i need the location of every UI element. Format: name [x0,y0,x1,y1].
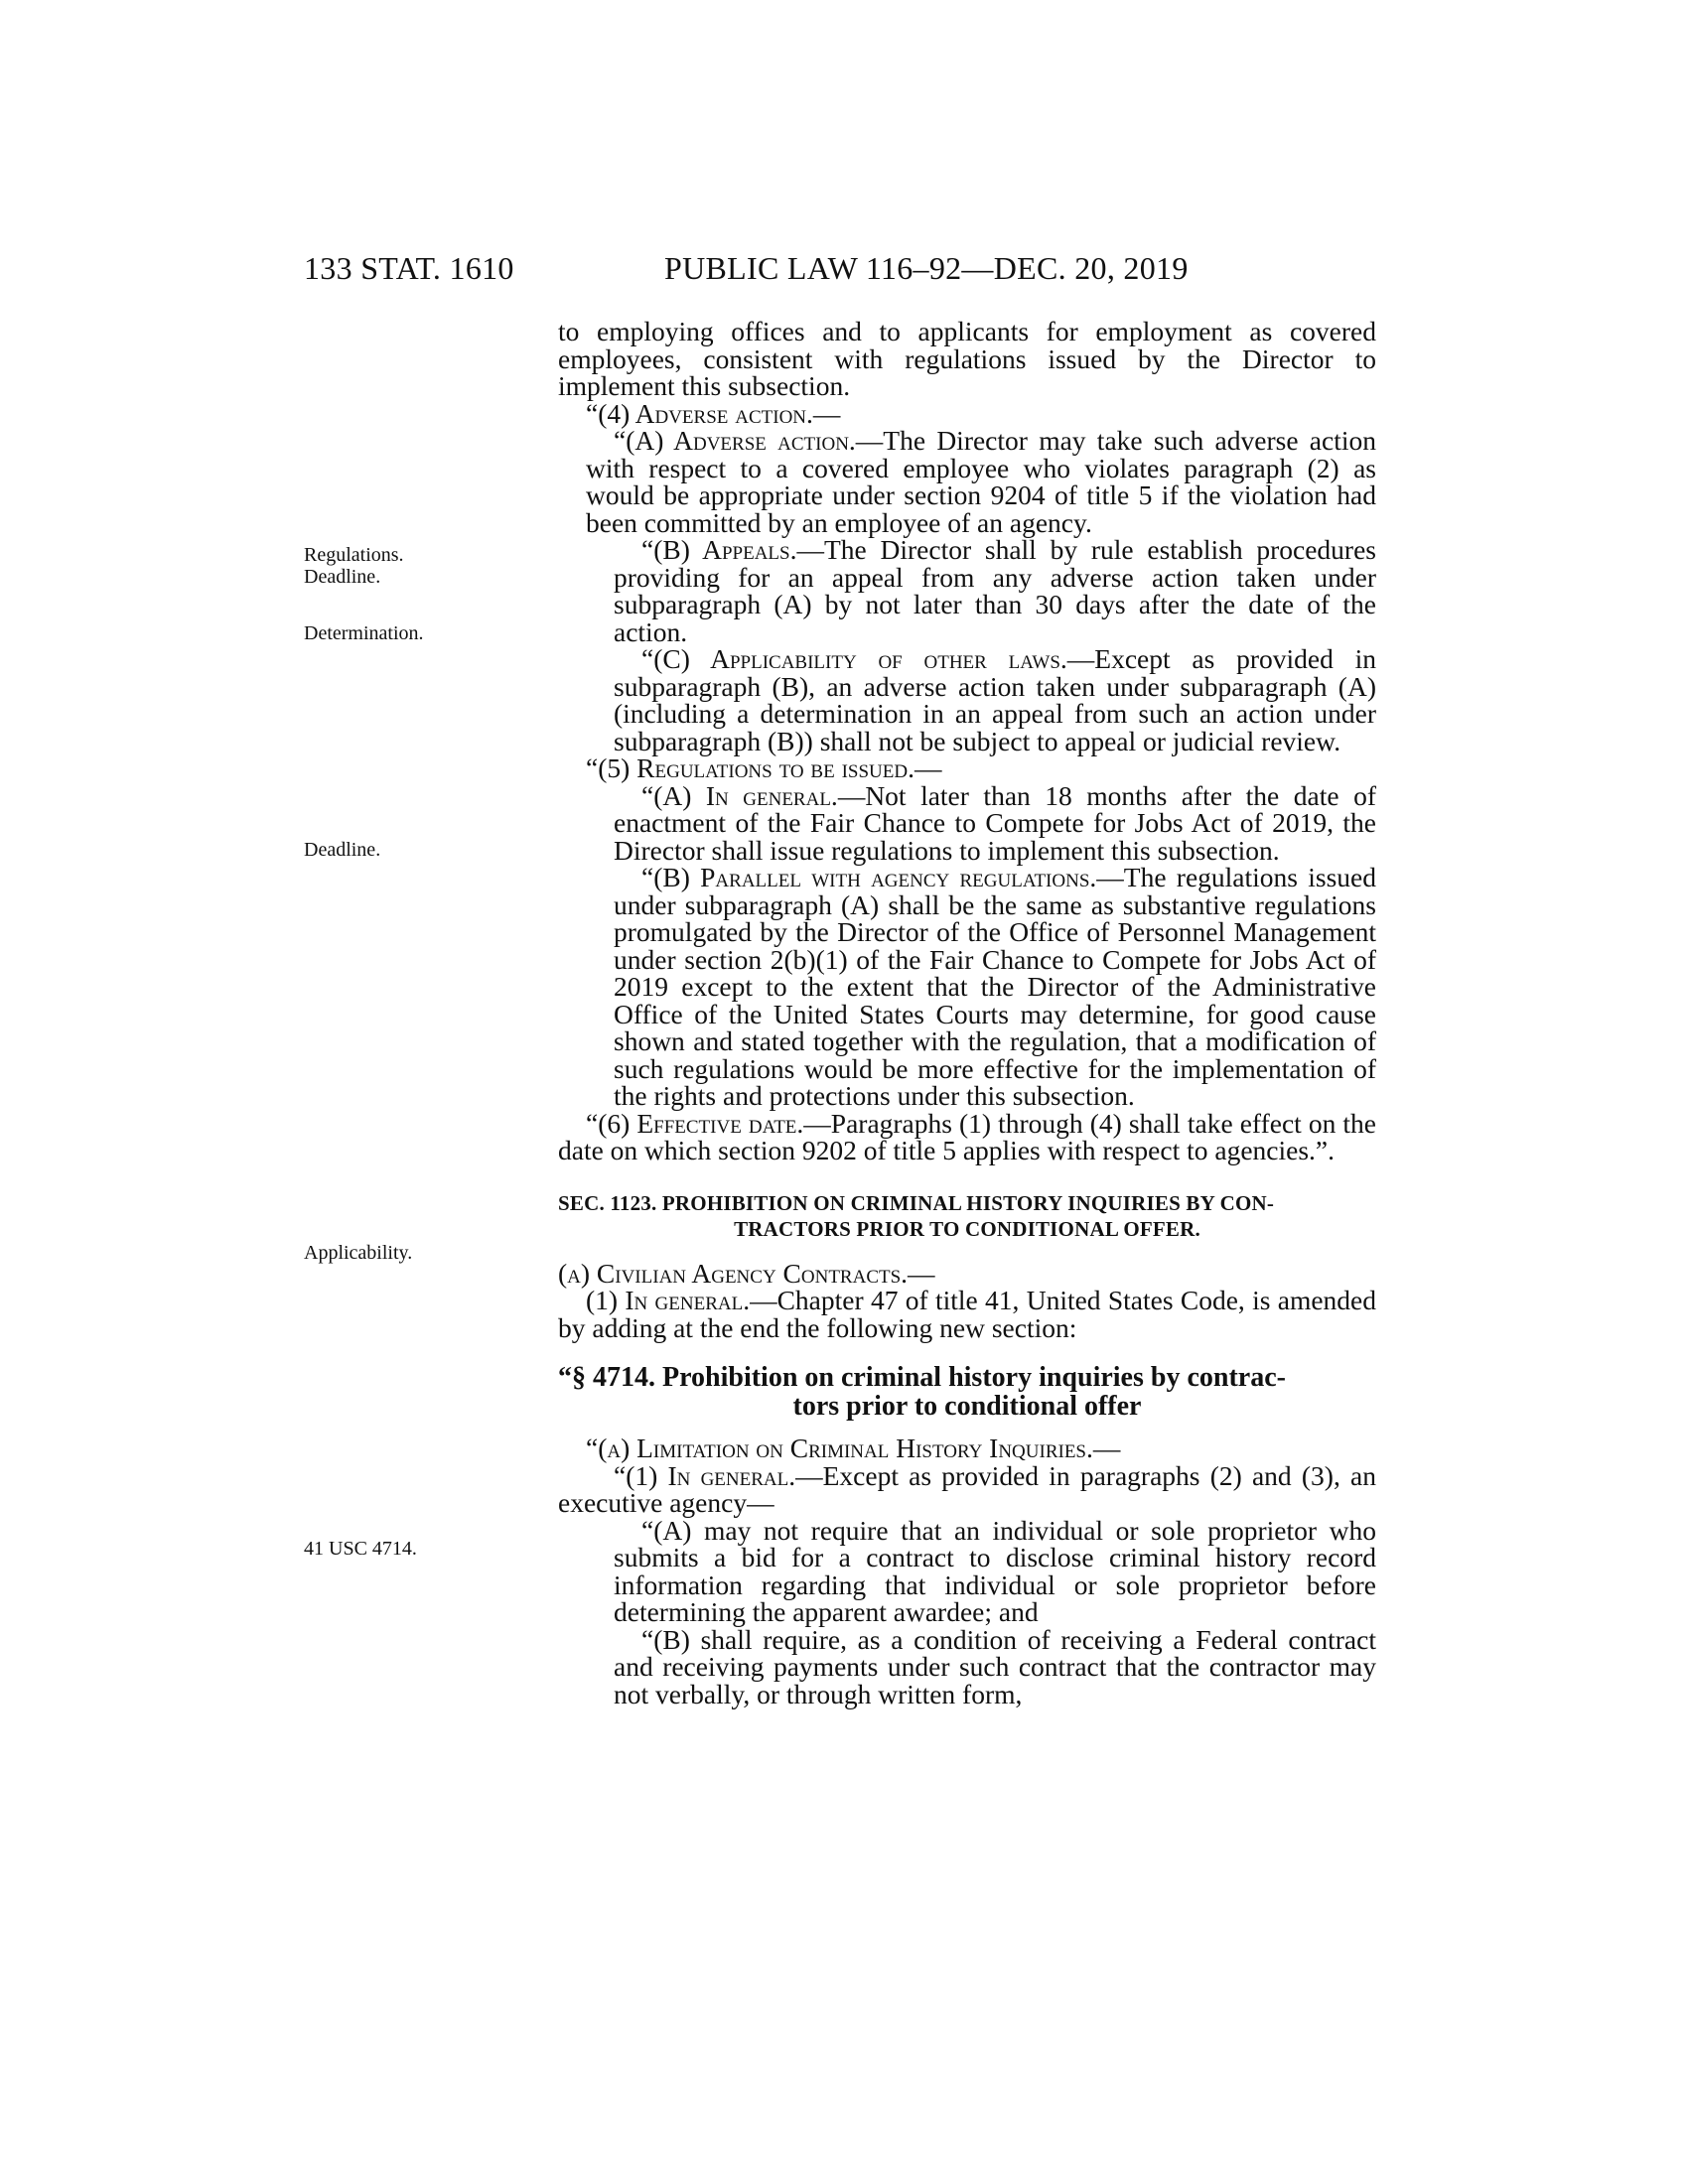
para-4-heading-text: “(4) Adverse action.— [586,397,841,429]
section-4714-heading [558,1363,1376,1421]
limitation-1-text: —Except as provided in paragraphs (2) and (3), an executive agency— [558,1459,1376,1518]
limitation-1 [558,1459,1376,1518]
para-4c [558,645,1376,754]
subsection-a-heading-text: (a) Civilian Agency Contracts.— [558,1257,935,1289]
para-5a [558,779,1376,866]
limitation-heading-text: “(a) Limitation on Criminal History Inquiries.— [586,1433,1121,1463]
para-5b-heading: “(B) Parallel with agency regulations. [641,862,1097,892]
section-heading-line2: TRACTORS PRIOR TO CONDITIONAL OFFER. [734,1216,1200,1241]
para-4a-heading: “(A) Adverse action. [614,425,856,456]
para-4-heading [558,397,1376,429]
limitation-heading [558,1434,1376,1462]
margin-note-applicability: Applicability. [304,1242,413,1264]
para-6 [558,1107,1376,1165]
subsection-a-heading [558,1257,1376,1289]
para-4b [558,536,1376,645]
para-6-text: —Paragraphs (1) through (4) shall take effect on the date on which section 9202 of title 5 applies with respect to agencies.”. [558,1107,1376,1165]
para-6-heading: “(6) Effective date. [586,1107,804,1139]
subsection-a1 [558,1287,1376,1341]
para-5b-text: —The regulations issued under subparagraph (A) shall be the same as substantive regulations promulgated by the Director of the Office of Personnel Management under section 2(b)(1) of the Fair Chance to Compete for Jobs Act of 2019 except to the extent that the Director of the Administrative Office of the United States Courts may determine, for good cause shown and stated together with the regulation, that a modification of such regulations would be more effective for the implementation of the rights and protections under this subsection. [614,862,1376,1111]
para-4b-heading: “(B) Appeals. [641,534,797,565]
margin-note-usc: 41 USC 4714. [304,1538,417,1560]
statute-text [558,318,1376,1707]
section-heading-line1: SEC. 1123. PROHIBITION ON CRIMINAL HISTORY INQUIRIES BY CON- [558,1190,1275,1215]
subsection-a1-heading: (1) In general. [586,1285,751,1315]
para-5b [558,864,1376,1110]
section-heading [558,1190,1376,1242]
para-continuation: to employing offices and to applicants for employment as covered employees, consistent with regulations issued by the Director to implement this subsection. [558,316,1376,401]
para-4a-text: —The Director may take such adverse action with respect to a covered employee who violates paragraph (2) as would be appropriate under section 9204 of title 5 if the violation had been committed by an employee of an agency. [586,425,1376,538]
para-5-heading-text: “(5) Regulations to be issued.— [586,752,942,783]
section-4714-heading-line2: tors prior to conditional offer [792,1391,1142,1422]
margin-note-determination: Determination. [304,622,424,644]
para-4c-heading: “(C) Applicability of other laws. [641,643,1067,674]
margin-note-regulations [304,544,542,588]
limitation-1b: “(B) shall require, as a condition of receiving a Federal contract and receiving payments under such contract that the contractor may not verbally, or through written form, [614,1623,1376,1709]
para-5a-text: —Not later than 18 months after the date of enactment of the Fair Chance to Compete for Jobs Act of 2019, the Director shall issue regulations to implement this subsection. [614,779,1376,866]
margin-note-deadline-text: Deadline. [304,566,381,588]
page-header-title: PUBLIC LAW 116–92—DEC. 20, 2019 [664,250,1189,286]
subsection-a1-text: —Chapter 47 of title 41, United States Code, is amended by adding at the end the following new section: [558,1285,1376,1343]
limitation-1-heading: “(1) In general. [614,1459,796,1491]
para-4a [502,427,1376,536]
margin-note-regulations-text: Regulations. [304,544,404,566]
page-reference: 133 STAT. 1610 [304,250,514,286]
para-5a-heading: “(A) In general. [641,779,838,811]
para-4b-text: —The Director shall by rule establish procedures providing for an appeal from any adverse action taken under subparagraph (A) by not later than 30 days after the date of the action. [614,534,1376,647]
para-5-heading [558,754,1376,782]
section-4714-heading-line1: “§ 4714. Prohibition on criminal history inquiries by contrac- [558,1362,1286,1393]
limitation-1a: “(A) may not require that an individual or sole proprietor who submits a bid for a contract to disclose criminal history record information regarding that individual or sole proprietor before determining the apparent awardee; and [614,1514,1376,1627]
margin-note-deadline: Deadline. [304,839,381,861]
para-4c-text: —Except as provided in subparagraph (B), an adverse action taken under subparagraph (A) (including a determination in an appeal from such an action under subparagraph (B)) shall not be subject to appeal or judicial review. [614,643,1376,756]
